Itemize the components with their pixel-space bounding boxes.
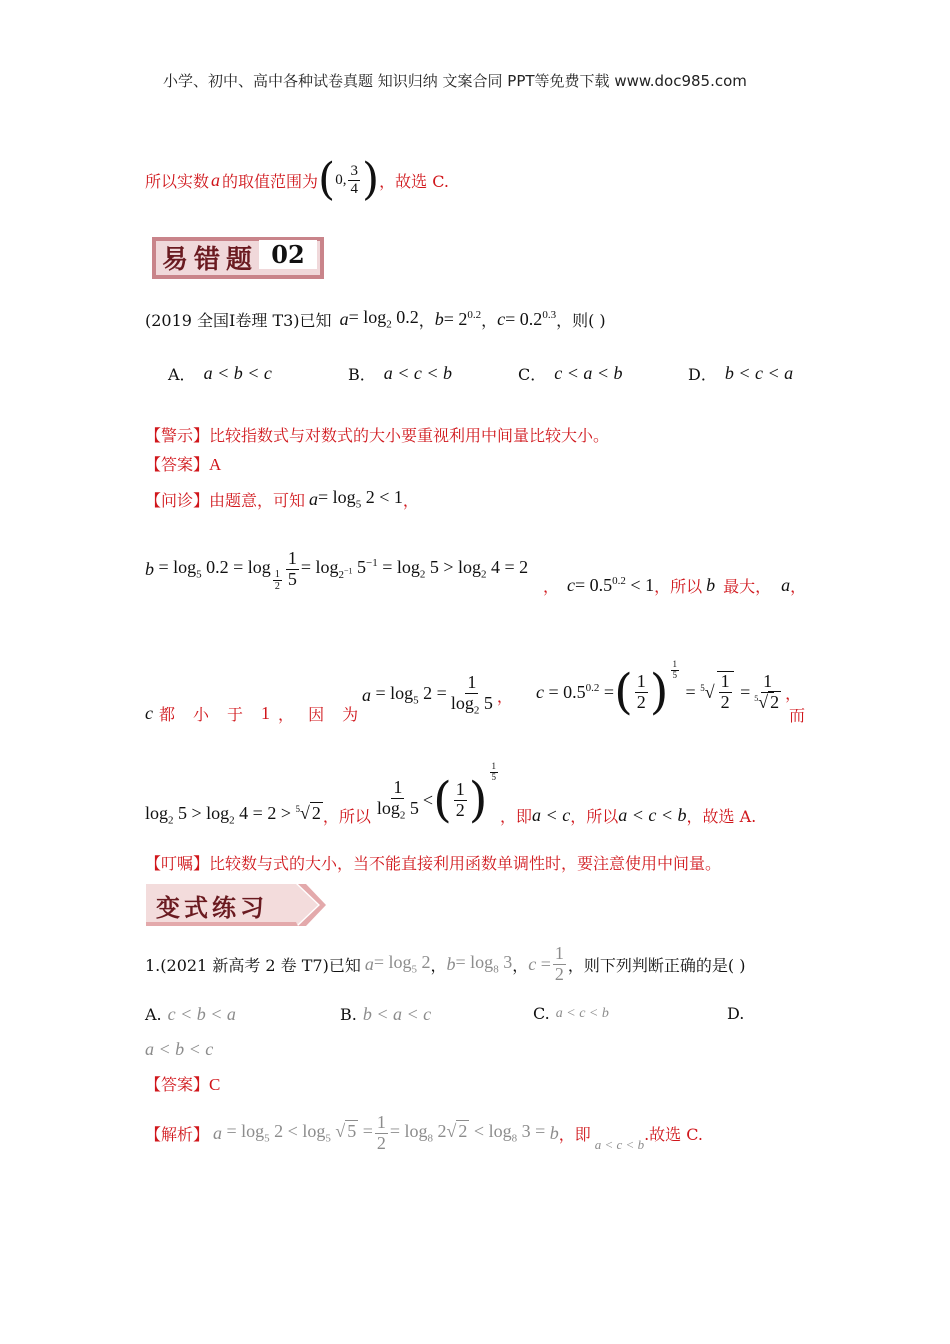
practice-answer-line	[145, 1072, 220, 1095]
diagnosis-text: 由题意，可知	[209, 490, 306, 510]
banner-label-practice: 变式练习	[156, 894, 268, 922]
option-b: B． a < c < b	[348, 363, 453, 384]
option-c: C． c < a < b	[518, 363, 623, 384]
solution-line-b-right: ， c = $0.5^{0.2} < 1$ ，所以 b 最大， a ，	[543, 574, 807, 596]
solution-line-c-left: c 都 小 于 1 ， 因 为	[145, 702, 359, 724]
practice-option-a: A. c < b < a	[145, 1004, 236, 1024]
practice-analysis-line: 【解析】 a = $\log_5 2 < \log_5$ √ 5 = $\frac{1}{2}$ = $\log_8 2√$ $2 < \log_8 3$ = b ，即 a < c < b .故选 C.	[145, 1111, 704, 1153]
reminder-text: 比较数与式的大小，当不能直接利用函数单调性时，要注意使用中间量。	[209, 854, 722, 873]
practice-source: 1.(2021 新高考 2 卷 T7)已知	[145, 955, 361, 975]
conclusion-text-mid: 的取值范围为	[222, 171, 319, 191]
answer-label: 【答案】	[145, 455, 210, 474]
interval-left: 0,	[335, 171, 347, 188]
solution-line-c-mid: a = $\log_5 2$ = $\frac{1}{\log_2 5}$ ，	[362, 672, 513, 717]
practice-option-d-expr: a < b < c	[145, 1039, 214, 1059]
conclusion-text: 所以实数	[145, 171, 210, 191]
prev-conclusion: 所以实数 a 的取值范围为 ( 0, $\frac{3}{4}$ ) ，故选 C.	[145, 154, 449, 205]
practice-answer-label: 【答案】	[145, 1075, 210, 1094]
banner-label: 易错题	[162, 245, 259, 275]
analysis-label: 【解析】	[145, 1124, 210, 1144]
conclusion-text-after: ，故选 C.	[379, 171, 449, 191]
practice-option-d-letter: D.	[727, 1004, 745, 1023]
practice-stem: 1.(2021 新高考 2 卷 T7)已知 a = $\log_5 2$ ， b = $\log_8 3$ ， c = $\frac{1}{2}$ ，则下列判断正确的是( )	[145, 942, 746, 984]
reminder-line	[145, 851, 721, 874]
warning-text: 比较指数式与对数式的大小要重视利用中间量比较大小。	[209, 426, 610, 445]
diagnosis-line: 【问诊】 由题意，可知 a = $\log_5 2 < 1$ ，	[145, 487, 419, 511]
question-stem: (2019 全国Ⅰ卷理 T3)已知 a = $\log_2 0.2$ ， b = $2^{0.2}$ ， c = $0.2^{0.3}$ ，则( )	[145, 307, 606, 331]
page-header: 小学、初中、高中各种试卷真题 知识归纳 文案合同 PPT等免费下载 www.doc985.com	[163, 72, 747, 90]
solution-line-d: $\log_2 5 > \log_2 4 = 2 > ^5√$ 2 ，所以 $\frac{1}{\log_2 5}$ < ( $\frac{1}{2}$ ) $\frac{1}{5}$ ，即 a < c ，所以 a < c < b ，故选 A.	[145, 761, 757, 828]
solution-line-c-end: 而	[789, 706, 806, 725]
answer-line	[145, 452, 221, 475]
diagnosis-label: 【问诊】	[145, 490, 210, 510]
section-banner-mistakes	[152, 237, 324, 279]
section-banner-practice	[146, 882, 326, 928]
reminder-label: 【叮嘱】	[145, 854, 210, 873]
banner-number: 02	[259, 240, 317, 269]
conclusion-var: a	[211, 169, 221, 190]
interval-fraction: $\frac{3}{4}$	[350, 163, 358, 197]
practice-option-c: C. a < c < b	[533, 1004, 609, 1023]
solution-line-c-right: c = $0.5^{0.2}$ = ( $\frac{1}{2}$ ) $\frac{1}{5}$ = $^5$√ $\frac{1}{2}$ = $\frac{1}{^5√ 2}$ ，	[536, 659, 802, 720]
option-d: D． b < c < a	[688, 363, 794, 384]
warning-line	[145, 423, 609, 446]
answer-value: A	[209, 455, 222, 474]
option-a: A． a < b < c	[168, 363, 272, 384]
warning-label: 【警示】	[145, 426, 210, 445]
practice-option-b: B. b < a < c	[340, 1004, 432, 1024]
solution-line-b: b = $\log_5 0.2 = \log$ $\frac{1}{2}$ $\frac{1}{5}$ = $\log_{2^{-1}} 5^{-1} = \log_2 5 > \log_2 4 = 2$	[145, 547, 529, 592]
question-source: (2019 全国Ⅰ卷理 T3)已知	[145, 310, 332, 330]
practice-answer-value: C	[209, 1075, 221, 1094]
